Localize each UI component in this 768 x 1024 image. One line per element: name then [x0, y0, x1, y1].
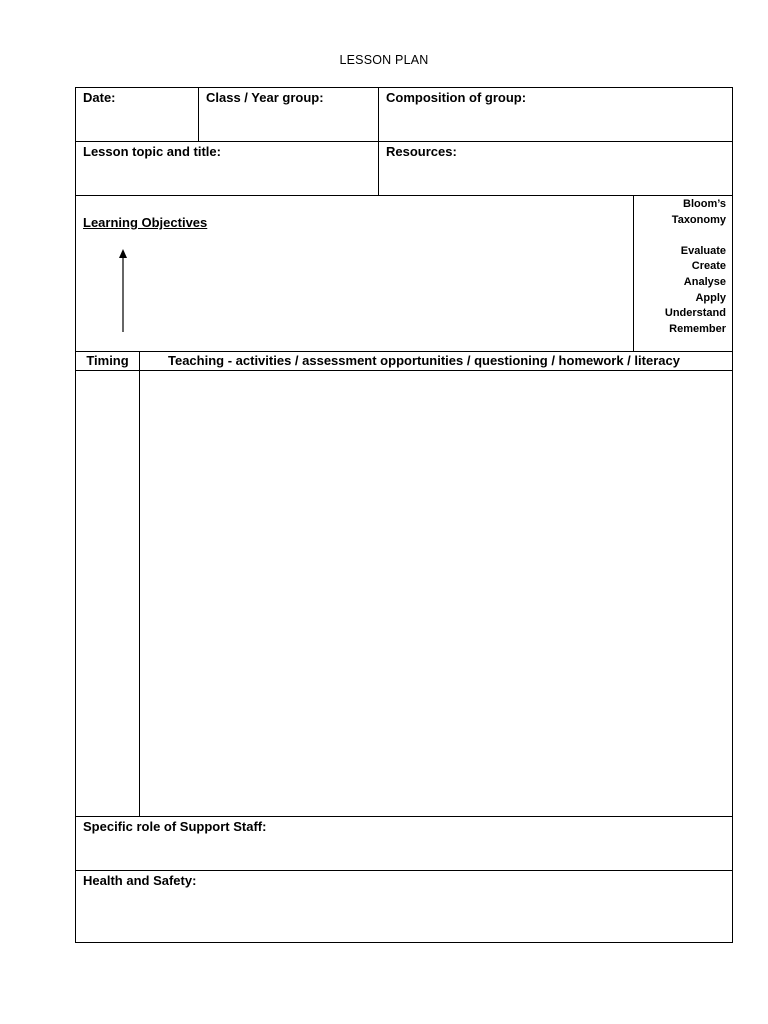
- date-cell[interactable]: [75, 87, 199, 142]
- blooms-level-apply: Apply: [695, 291, 726, 304]
- composition-of-group-label: Composition of group:: [386, 90, 527, 105]
- lesson-topic-label: Lesson topic and title:: [83, 144, 221, 159]
- blooms-heading-line2: Taxonomy: [671, 213, 726, 226]
- blooms-level-analyse: Analyse: [683, 275, 726, 288]
- blooms-level-evaluate: Evaluate: [680, 244, 726, 257]
- blooms-heading-line1: Bloom’s: [683, 198, 726, 210]
- resources-label: Resources:: [386, 144, 457, 159]
- blooms-level-create: Create: [691, 260, 726, 273]
- timing-header-label: Timing: [86, 353, 129, 368]
- health-safety-cell[interactable]: [75, 870, 733, 943]
- blooms-level-remember: Remember: [669, 322, 726, 335]
- blooms-taxonomy-cell: [633, 195, 733, 352]
- support-staff-label: Specific role of Support Staff:: [83, 819, 267, 834]
- teaching-header-label: Teaching - activities / assessment opportunities / questioning / homework / literacy: [168, 353, 680, 368]
- support-staff-cell[interactable]: [75, 816, 733, 871]
- timing-header-cell: [75, 351, 140, 371]
- teaching-header-cell: [139, 351, 733, 371]
- resources-cell[interactable]: [378, 141, 733, 196]
- blooms-taxonomy-list: [665, 197, 726, 337]
- blooms-level-understand: Understand: [664, 307, 726, 320]
- composition-of-group-cell[interactable]: [378, 87, 733, 142]
- health-safety-label: Health and Safety:: [83, 873, 197, 888]
- up-arrow-icon: [116, 248, 130, 334]
- teaching-body-cell[interactable]: [139, 370, 733, 817]
- class-year-group-cell[interactable]: [198, 87, 379, 142]
- timing-body-cell[interactable]: [75, 370, 140, 817]
- lesson-topic-cell[interactable]: [75, 141, 379, 196]
- page-title: LESSON PLAN: [339, 53, 429, 67]
- learning-objectives-heading: Learning Objectives: [83, 215, 208, 230]
- class-year-group-label: Class / Year group:: [206, 90, 324, 105]
- date-label: Date:: [83, 90, 116, 105]
- learning-objectives-cell[interactable]: [75, 195, 634, 352]
